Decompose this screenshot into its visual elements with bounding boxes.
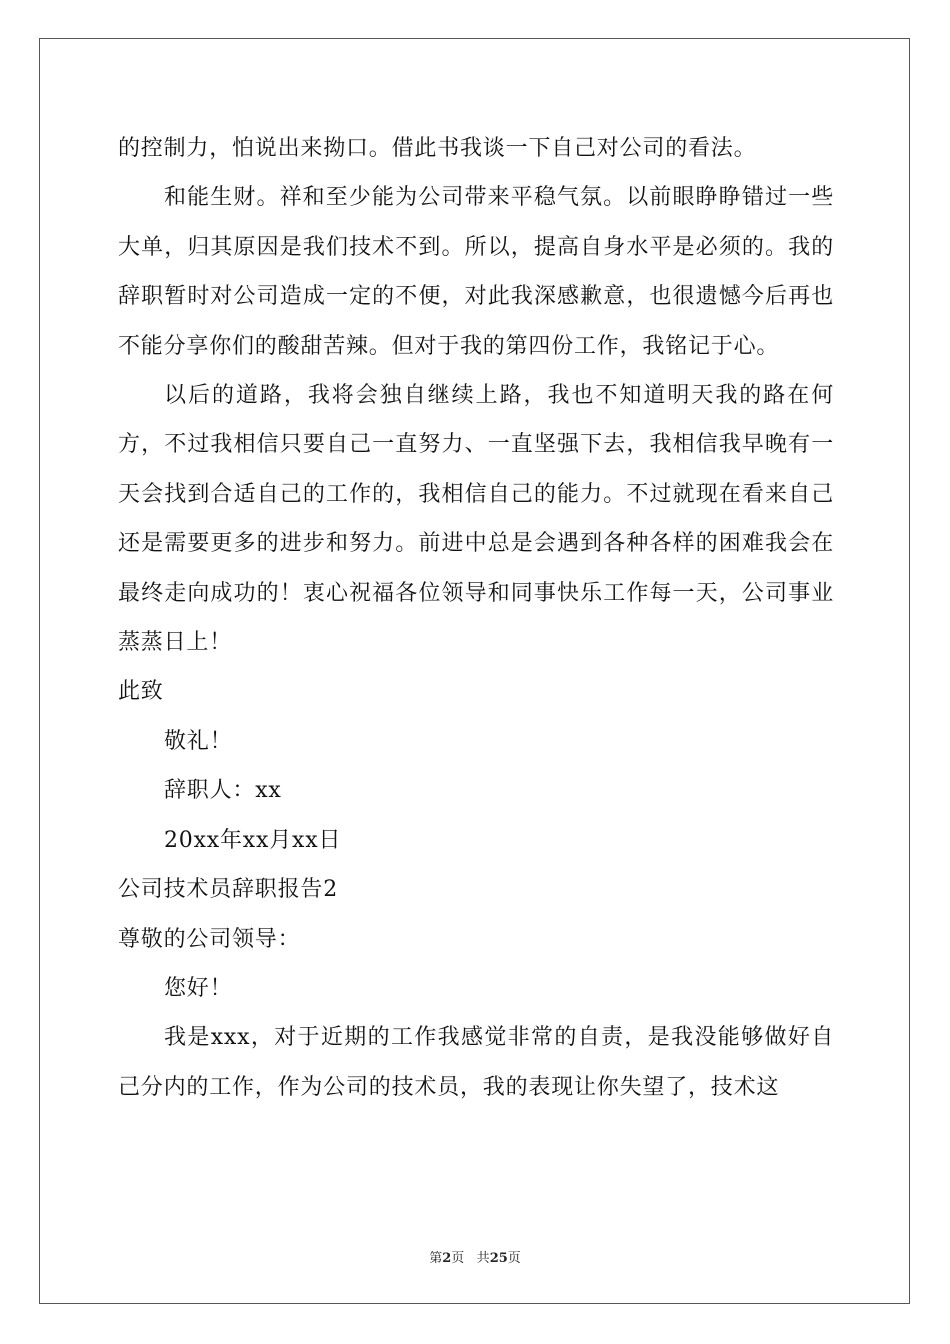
paragraph-3: 以后的道路，我将会独自继续上路，我也不知道明天我的路在何方，不过我相信只要自己一直努力、一直坚强下去，我相信我早晚有一天会找到合适自己的工作的，我相信自己的能力。不过就现在看来自己还是需要更多的进步和努力。前进中总是会遇到各种各样的困难我会在最终走向成功的！衷心祝福各位领导和同事快乐工作每一天，公司事业蒸蒸日上！ [118,383,834,656]
document-body [118,124,834,1112]
footer-total-prefix: 共 [476,1251,490,1266]
paragraph-body-start: 我是xxx，对于近期的工作我感觉非常的自责，是我没能够做好自己分内的工作，作为公司的技术员，我的表现让你失望了，技术这 [118,1025,834,1100]
closing-salutation: 此致 [118,679,164,705]
footer-page-number: 2 [442,1251,452,1266]
closing-regards: 敬礼！ [164,728,233,754]
footer-prefix: 第 [429,1251,443,1266]
footer-total-pages: 25 [489,1251,508,1266]
greeting-recipient: 尊敬的公司领导： [118,926,301,952]
page-footer [0,1247,950,1266]
paragraph-1: 的控制力，怕说出来拗口。借此书我谈一下自己对公司的看法。 [118,136,757,161]
date-line: 20xx年xx月xx日 [164,827,342,853]
paragraph-2: 和能生财。祥和至少能为公司带来平稳气氛。以前眼睁睁错过一些大单，归其原因是我们技术不到。所以，提高自身水平是必须的。我的辞职暂时对公司造成一定的不便，对此我深感歉意，也很遗憾今后再也不能分享你们的酸甜苦辣。但对于我的第四份工作，我铭记于心。 [118,185,834,359]
footer-total-suffix: 页 [507,1251,521,1266]
section-title: 公司技术员辞职报告2 [118,877,338,903]
footer-page-suffix: 页 [451,1251,465,1266]
signature-line: 辞职人：xx [164,778,282,804]
greeting-hello: 您好！ [164,975,233,1001]
